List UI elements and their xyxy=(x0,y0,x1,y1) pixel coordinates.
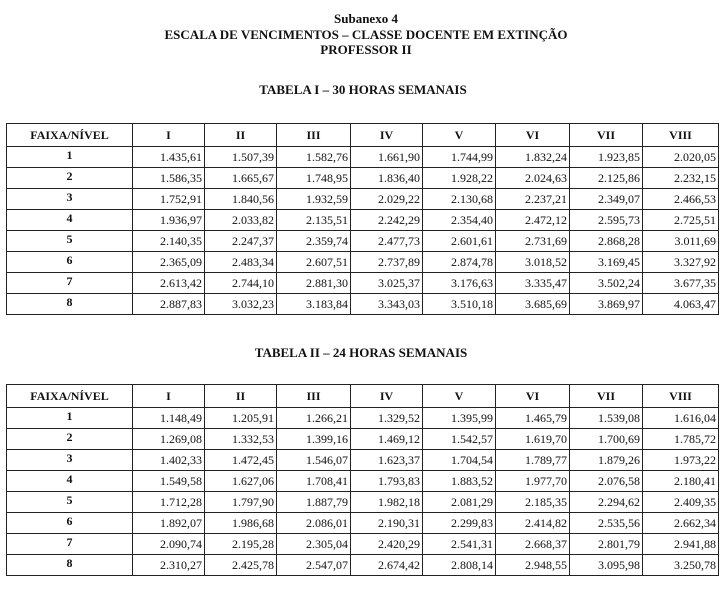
salary-value-cell: 2.662,34 xyxy=(643,513,719,534)
column-header-level: VIII xyxy=(643,124,719,147)
table-row xyxy=(7,450,719,471)
salary-value-cell: 2.232,15 xyxy=(643,168,719,189)
salary-value-cell: 1.395,99 xyxy=(423,408,496,429)
salary-value-cell: 1.789,77 xyxy=(496,450,570,471)
row-label-faixa: 3 xyxy=(7,450,133,471)
salary-value-cell: 3.176,63 xyxy=(423,273,496,294)
row-label-faixa: 7 xyxy=(7,273,133,294)
column-header-level: V xyxy=(423,124,496,147)
column-header-level: V xyxy=(423,385,496,408)
salary-value-cell: 1.836,40 xyxy=(351,168,423,189)
salary-value-cell: 2.731,69 xyxy=(496,231,570,252)
salary-value-cell: 1.665,67 xyxy=(205,168,277,189)
salary-value-cell: 1.627,06 xyxy=(205,471,277,492)
salary-value-cell: 1.982,18 xyxy=(351,492,423,513)
salary-value-cell: 1.928,22 xyxy=(423,168,496,189)
salary-value-cell: 1.539,08 xyxy=(570,408,643,429)
salary-value-cell: 1.582,76 xyxy=(277,147,351,168)
table-row xyxy=(7,555,719,576)
salary-value-cell: 1.712,28 xyxy=(133,492,205,513)
salary-value-cell: 1.932,59 xyxy=(277,189,351,210)
salary-value-cell: 2.887,83 xyxy=(133,294,205,315)
salary-value-cell: 2.090,74 xyxy=(133,534,205,555)
salary-value-cell: 1.936,97 xyxy=(133,210,205,231)
salary-value-cell: 1.549,58 xyxy=(133,471,205,492)
salary-value-cell: 2.125,86 xyxy=(570,168,643,189)
salary-value-cell: 1.269,08 xyxy=(133,429,205,450)
salary-value-cell: 1.892,07 xyxy=(133,513,205,534)
salary-value-cell: 3.335,47 xyxy=(496,273,570,294)
salary-value-cell: 2.425,78 xyxy=(205,555,277,576)
salary-value-cell: 2.020,05 xyxy=(643,147,719,168)
salary-value-cell: 2.868,28 xyxy=(570,231,643,252)
salary-value-cell: 2.081,29 xyxy=(423,492,496,513)
salary-value-cell: 3.250,78 xyxy=(643,555,719,576)
row-label-faixa: 2 xyxy=(7,429,133,450)
salary-value-cell: 2.420,29 xyxy=(351,534,423,555)
salary-value-cell: 2.601,61 xyxy=(423,231,496,252)
salary-value-cell: 2.180,41 xyxy=(643,471,719,492)
salary-value-cell: 1.879,26 xyxy=(570,450,643,471)
salary-value-cell: 2.024,63 xyxy=(496,168,570,189)
salary-value-cell: 2.190,31 xyxy=(351,513,423,534)
table-header-row xyxy=(7,385,719,408)
row-label-faixa: 1 xyxy=(7,147,133,168)
table-row xyxy=(7,210,719,231)
salary-value-cell: 1.586,35 xyxy=(133,168,205,189)
table-1-title: TABELA I – 30 HORAS SEMANAIS xyxy=(259,82,467,97)
row-label-faixa: 8 xyxy=(7,294,133,315)
row-label-faixa: 4 xyxy=(7,210,133,231)
salary-value-cell: 3.869,97 xyxy=(570,294,643,315)
table-row xyxy=(7,294,719,315)
salary-value-cell: 1.785,72 xyxy=(643,429,719,450)
salary-value-cell: 2.941,88 xyxy=(643,534,719,555)
salary-table-30h xyxy=(6,123,719,315)
salary-value-cell: 1.832,24 xyxy=(496,147,570,168)
salary-value-cell: 2.737,89 xyxy=(351,252,423,273)
salary-value-cell: 1.542,57 xyxy=(423,429,496,450)
salary-value-cell: 2.086,01 xyxy=(277,513,351,534)
document-subtitle: PROFESSOR II xyxy=(320,42,412,57)
column-header-level: VI xyxy=(496,124,570,147)
salary-value-cell: 1.977,70 xyxy=(496,471,570,492)
salary-value-cell: 2.349,07 xyxy=(570,189,643,210)
salary-value-cell: 1.329,52 xyxy=(351,408,423,429)
salary-value-cell: 3.685,69 xyxy=(496,294,570,315)
row-label-faixa: 5 xyxy=(7,231,133,252)
column-header-faixa-nivel: FAIXA/NÍVEL xyxy=(7,124,133,147)
salary-value-cell: 2.881,30 xyxy=(277,273,351,294)
column-header-level: IV xyxy=(351,124,423,147)
salary-value-cell: 2.466,53 xyxy=(643,189,719,210)
salary-value-cell: 3.183,84 xyxy=(277,294,351,315)
row-label-faixa: 7 xyxy=(7,534,133,555)
salary-value-cell: 1.986,68 xyxy=(205,513,277,534)
salary-value-cell: 2.195,28 xyxy=(205,534,277,555)
salary-value-cell: 1.744,99 xyxy=(423,147,496,168)
salary-value-cell: 1.748,95 xyxy=(277,168,351,189)
salary-value-cell: 2.414,82 xyxy=(496,513,570,534)
salary-value-cell: 2.299,83 xyxy=(423,513,496,534)
salary-value-cell: 2.305,04 xyxy=(277,534,351,555)
salary-value-cell: 3.025,37 xyxy=(351,273,423,294)
salary-value-cell: 3.169,45 xyxy=(570,252,643,273)
salary-value-cell: 1.205,91 xyxy=(205,408,277,429)
salary-value-cell: 1.883,52 xyxy=(423,471,496,492)
table-row xyxy=(7,147,719,168)
salary-value-cell: 1.704,54 xyxy=(423,450,496,471)
column-header-level: II xyxy=(205,124,277,147)
salary-value-cell: 1.661,90 xyxy=(351,147,423,168)
row-label-faixa: 1 xyxy=(7,408,133,429)
salary-value-cell: 2.472,12 xyxy=(496,210,570,231)
salary-value-cell: 2.294,62 xyxy=(570,492,643,513)
table-row xyxy=(7,231,719,252)
salary-value-cell: 2.668,37 xyxy=(496,534,570,555)
row-label-faixa: 3 xyxy=(7,189,133,210)
salary-value-cell: 2.477,73 xyxy=(351,231,423,252)
table-row xyxy=(7,513,719,534)
salary-value-cell: 2.547,07 xyxy=(277,555,351,576)
salary-value-cell: 1.469,12 xyxy=(351,429,423,450)
column-header-level: II xyxy=(205,385,277,408)
salary-value-cell: 3.018,52 xyxy=(496,252,570,273)
subanexo-label: Subanexo 4 xyxy=(334,11,398,26)
table-row xyxy=(7,168,719,189)
table-row xyxy=(7,189,719,210)
row-label-faixa: 6 xyxy=(7,513,133,534)
salary-value-cell: 4.063,47 xyxy=(643,294,719,315)
salary-value-cell: 2.613,42 xyxy=(133,273,205,294)
row-label-faixa: 2 xyxy=(7,168,133,189)
table-row xyxy=(7,252,719,273)
row-label-faixa: 8 xyxy=(7,555,133,576)
salary-value-cell: 3.502,24 xyxy=(570,273,643,294)
salary-value-cell: 1.700,69 xyxy=(570,429,643,450)
table-row xyxy=(7,408,719,429)
salary-value-cell: 2.365,09 xyxy=(133,252,205,273)
salary-value-cell: 3.677,35 xyxy=(643,273,719,294)
salary-value-cell: 1.546,07 xyxy=(277,450,351,471)
salary-value-cell: 1.332,53 xyxy=(205,429,277,450)
salary-value-cell: 2.483,34 xyxy=(205,252,277,273)
document-title: ESCALA DE VENCIMENTOS – CLASSE DOCENTE EM EXTINÇÃO xyxy=(164,27,568,42)
column-header-level: VI xyxy=(496,385,570,408)
column-header-faixa-nivel: FAIXA/NÍVEL xyxy=(7,385,133,408)
salary-value-cell: 1.840,56 xyxy=(205,189,277,210)
salary-value-cell: 1.793,83 xyxy=(351,471,423,492)
salary-value-cell: 1.623,37 xyxy=(351,450,423,471)
table-2-title: TABELA II – 24 HORAS SEMANAIS xyxy=(254,345,468,360)
salary-value-cell: 1.619,70 xyxy=(496,429,570,450)
table-row xyxy=(7,429,719,450)
salary-value-cell: 2.595,73 xyxy=(570,210,643,231)
salary-value-cell: 1.708,41 xyxy=(277,471,351,492)
salary-value-cell: 2.140,35 xyxy=(133,231,205,252)
column-header-level: III xyxy=(277,385,351,408)
salary-value-cell: 1.148,49 xyxy=(133,408,205,429)
salary-value-cell: 2.535,56 xyxy=(570,513,643,534)
salary-value-cell: 2.310,27 xyxy=(133,555,205,576)
column-header-level: VIII xyxy=(643,385,719,408)
table-row xyxy=(7,492,719,513)
column-header-level: VII xyxy=(570,385,643,408)
salary-value-cell: 2.130,68 xyxy=(423,189,496,210)
salary-value-cell: 2.725,51 xyxy=(643,210,719,231)
salary-value-cell: 2.744,10 xyxy=(205,273,277,294)
salary-value-cell: 3.343,03 xyxy=(351,294,423,315)
salary-value-cell: 1.465,79 xyxy=(496,408,570,429)
salary-value-cell: 2.409,35 xyxy=(643,492,719,513)
salary-value-cell: 2.033,82 xyxy=(205,210,277,231)
salary-value-cell: 1.472,45 xyxy=(205,450,277,471)
salary-value-cell: 1.435,61 xyxy=(133,147,205,168)
salary-value-cell: 1.887,79 xyxy=(277,492,351,513)
salary-value-cell: 2.948,55 xyxy=(496,555,570,576)
salary-value-cell: 2.354,40 xyxy=(423,210,496,231)
row-label-faixa: 4 xyxy=(7,471,133,492)
salary-value-cell: 3.510,18 xyxy=(423,294,496,315)
column-header-level: I xyxy=(133,385,205,408)
salary-value-cell: 2.029,22 xyxy=(351,189,423,210)
table-header-row xyxy=(7,124,719,147)
salary-value-cell: 1.797,90 xyxy=(205,492,277,513)
salary-value-cell: 2.541,31 xyxy=(423,534,496,555)
salary-value-cell: 2.247,37 xyxy=(205,231,277,252)
salary-value-cell: 3.011,69 xyxy=(643,231,719,252)
row-label-faixa: 5 xyxy=(7,492,133,513)
salary-value-cell: 1.399,16 xyxy=(277,429,351,450)
salary-value-cell: 1.616,04 xyxy=(643,408,719,429)
salary-value-cell: 2.237,21 xyxy=(496,189,570,210)
salary-value-cell: 2.076,58 xyxy=(570,471,643,492)
salary-value-cell: 1.752,91 xyxy=(133,189,205,210)
salary-value-cell: 2.874,78 xyxy=(423,252,496,273)
salary-value-cell: 1.507,39 xyxy=(205,147,277,168)
salary-value-cell: 2.674,42 xyxy=(351,555,423,576)
salary-value-cell: 2.359,74 xyxy=(277,231,351,252)
table-row xyxy=(7,471,719,492)
column-header-level: I xyxy=(133,124,205,147)
salary-value-cell: 2.607,51 xyxy=(277,252,351,273)
salary-value-cell: 1.402,33 xyxy=(133,450,205,471)
salary-table-24h xyxy=(6,384,719,576)
column-header-level: IV xyxy=(351,385,423,408)
salary-value-cell: 1.973,22 xyxy=(643,450,719,471)
table-row xyxy=(7,534,719,555)
column-header-level: III xyxy=(277,124,351,147)
salary-value-cell: 2.185,35 xyxy=(496,492,570,513)
salary-value-cell: 3.327,92 xyxy=(643,252,719,273)
column-header-level: VII xyxy=(570,124,643,147)
salary-value-cell: 2.808,14 xyxy=(423,555,496,576)
salary-value-cell: 3.032,23 xyxy=(205,294,277,315)
salary-value-cell: 2.242,29 xyxy=(351,210,423,231)
row-label-faixa: 6 xyxy=(7,252,133,273)
salary-value-cell: 2.135,51 xyxy=(277,210,351,231)
salary-value-cell: 3.095,98 xyxy=(570,555,643,576)
salary-value-cell: 2.801,79 xyxy=(570,534,643,555)
salary-value-cell: 1.266,21 xyxy=(277,408,351,429)
salary-value-cell: 1.923,85 xyxy=(570,147,643,168)
table-row xyxy=(7,273,719,294)
